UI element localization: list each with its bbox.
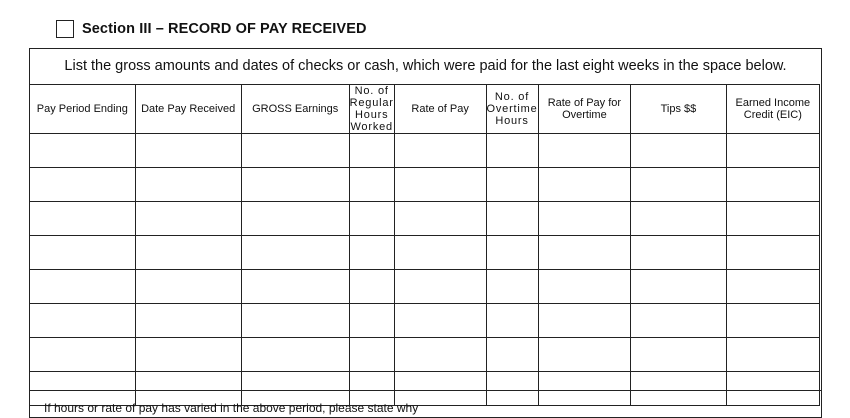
table-cell-input[interactable] [30, 304, 136, 338]
table-cell-input[interactable] [631, 168, 726, 202]
table-cell-input[interactable] [726, 202, 819, 236]
table-cell-input[interactable] [726, 338, 819, 372]
table-cell-input[interactable] [538, 202, 631, 236]
col-header-tips: Tips $$ [631, 85, 726, 134]
table-cell-input[interactable] [30, 270, 136, 304]
table-cell-input[interactable] [394, 304, 486, 338]
table-cell-input[interactable] [538, 270, 631, 304]
table-row [30, 134, 820, 168]
table-cell-input[interactable] [135, 134, 241, 168]
table-cell-input[interactable] [726, 168, 819, 202]
table-cell-input[interactable] [631, 372, 726, 406]
col-header-eic: Earned Income Credit (EIC) [726, 85, 819, 134]
table-cell-input[interactable] [349, 202, 394, 236]
table-cell-input[interactable] [726, 134, 819, 168]
table-row [30, 338, 820, 372]
col-header-overtime-rate: Rate of Pay for Overtime [538, 85, 631, 134]
col-header-regular-hours: No. of Regular Hours Worked [349, 85, 394, 134]
bottom-divider [29, 390, 822, 391]
table-cell-input[interactable] [631, 304, 726, 338]
table-cell-input[interactable] [538, 134, 631, 168]
table-cell-input[interactable] [538, 236, 631, 270]
table-cell-input[interactable] [486, 304, 538, 338]
table-cell-input[interactable] [394, 202, 486, 236]
table-cell-input[interactable] [135, 304, 241, 338]
table-row [30, 270, 820, 304]
table-cell-input[interactable] [349, 270, 394, 304]
table-cell-input[interactable] [135, 168, 241, 202]
table-cell-input[interactable] [631, 270, 726, 304]
col-header-overtime-hours: No. of Overtime Hours [486, 85, 538, 134]
table-cell-input[interactable] [349, 134, 394, 168]
table-row [30, 236, 820, 270]
table-cell-input[interactable] [241, 304, 349, 338]
table-cell-input[interactable] [726, 372, 819, 406]
col-header-date-pay-received: Date Pay Received [135, 85, 241, 134]
table-cell-input[interactable] [486, 134, 538, 168]
section-checkbox[interactable] [56, 20, 74, 38]
table-cell-input[interactable] [349, 304, 394, 338]
table-cell-input[interactable] [486, 168, 538, 202]
table-cell-input[interactable] [486, 270, 538, 304]
table-cell-input[interactable] [135, 236, 241, 270]
table-cell-input[interactable] [486, 202, 538, 236]
table-header-row [30, 85, 820, 134]
table-cell-input[interactable] [30, 168, 136, 202]
table-cell-input[interactable] [631, 134, 726, 168]
table-cell-input[interactable] [135, 270, 241, 304]
col-header-pay-period-ending: Pay Period Ending [30, 85, 136, 134]
table-cell-input[interactable] [486, 236, 538, 270]
table-cell-input[interactable] [241, 338, 349, 372]
table-cell-input[interactable] [486, 338, 538, 372]
table-cell-input[interactable] [30, 202, 136, 236]
table-cell-input[interactable] [631, 236, 726, 270]
table-cell-input[interactable] [726, 304, 819, 338]
table-cell-input[interactable] [349, 338, 394, 372]
table-row [30, 168, 820, 202]
table-row [30, 202, 820, 236]
table-cell-input[interactable] [538, 372, 631, 406]
table-cell-input[interactable] [241, 236, 349, 270]
table-cell-input[interactable] [631, 202, 726, 236]
table-cell-input[interactable] [241, 270, 349, 304]
table-cell-input[interactable] [135, 202, 241, 236]
table-cell-input[interactable] [241, 202, 349, 236]
table-cell-input[interactable] [394, 270, 486, 304]
bottom-note: If hours or rate of pay has varied in the above period, please state why [44, 401, 419, 415]
table-cell-input[interactable] [30, 134, 136, 168]
table-cell-input[interactable] [241, 168, 349, 202]
table-body [30, 134, 820, 406]
table-cell-input[interactable] [538, 168, 631, 202]
table-cell-input[interactable] [538, 338, 631, 372]
col-header-rate-of-pay: Rate of Pay [394, 85, 486, 134]
table-cell-input[interactable] [631, 338, 726, 372]
table-cell-input[interactable] [394, 236, 486, 270]
table-cell-input[interactable] [394, 338, 486, 372]
table-cell-input[interactable] [486, 372, 538, 406]
table-cell-input[interactable] [349, 236, 394, 270]
pay-record-table [29, 84, 820, 406]
section-title: Section III – RECORD OF PAY RECEIVED [82, 21, 367, 37]
table-row [30, 304, 820, 338]
table-cell-input[interactable] [538, 304, 631, 338]
table-cell-input[interactable] [726, 236, 819, 270]
section-header [56, 18, 367, 40]
table-cell-input[interactable] [394, 134, 486, 168]
table-cell-input[interactable] [135, 338, 241, 372]
table-cell-input[interactable] [394, 168, 486, 202]
table-cell-input[interactable] [241, 134, 349, 168]
table-cell-input[interactable] [349, 168, 394, 202]
pay-record-frame [29, 48, 822, 418]
table-cell-input[interactable] [726, 270, 819, 304]
table-cell-input[interactable] [30, 236, 136, 270]
instruction-text: List the gross amounts and dates of checks or cash, which were paid for the last eight weeks in the space below. [64, 58, 787, 74]
col-header-gross-earnings: GROSS Earnings [241, 85, 349, 134]
table-cell-input[interactable] [30, 338, 136, 372]
